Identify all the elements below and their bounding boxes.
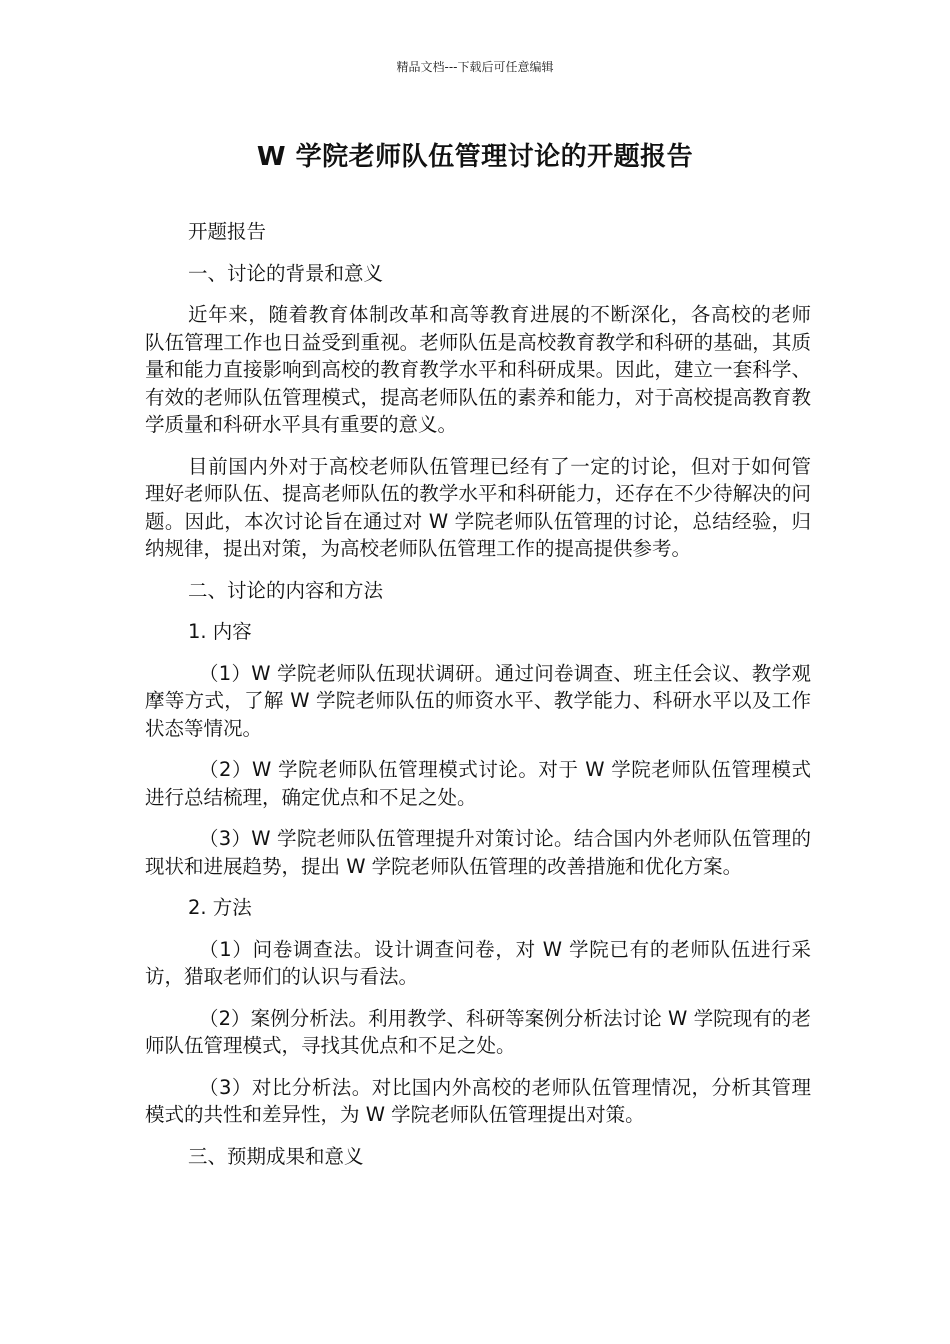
subsection-heading: 2. 方法 — [188, 896, 252, 919]
list-item: （2）案例分析法。利用教学、科研等案例分析法讨论 W 学院现有的老师队伍管理模式，寻找其优点和不足之处。 — [145, 1006, 811, 1057]
section-heading: 三、预期成果和意义 — [188, 1144, 364, 1168]
document-body — [145, 218, 811, 1184]
list-item: （3）W 学院老师队伍管理提升对策讨论。结合国内外老师队伍管理的现状和进展趋势，提出 W 学院老师队伍管理的改善措施和优化方案。 — [145, 827, 811, 878]
list-item: （1）问卷调查法。设计调查问卷，对 W 学院已有的老师队伍进行采访，猎取老师们的认识与看法。 — [145, 937, 811, 988]
section-heading: 一、讨论的背景和意义 — [188, 261, 384, 285]
list-item: （3）对比分析法。对比国内外高校的老师队伍管理情况，分析其管理模式的共性和差异性，为 W 学院老师队伍管理提出对策。 — [145, 1075, 811, 1126]
subsection-heading: 1. 内容 — [188, 620, 252, 643]
document-title: W 学院老师队伍管理讨论的开题报告 — [256, 142, 694, 172]
list-item: （2）W 学院老师队伍管理模式讨论。对于 W 学院老师队伍管理模式进行总结梳理，确定优点和不足之处。 — [145, 758, 811, 809]
section-label: 开题报告 — [188, 220, 267, 243]
list-item: （1）W 学院老师队伍现状调研。通过问卷调查、班主任会议、教学观摩等方式，了解 W 学院老师队伍的师资水平、教学能力、科研水平以及工作状态等情况。 — [145, 661, 811, 740]
body-paragraph: 近年来，随着教育体制改革和高等教育进展的不断深化，各高校的老师队伍管理工作也日益受到重视。老师队伍是高校教育教学和科研的基础，其质量和能力直接影响到高校的教育教学水平和科研成果。因此，建立一套科学、有效的老师队伍管理模式，提高老师队伍的素养和能力，对于高校提高教育教学质量和科研水平具有重要的意义。 — [145, 303, 811, 436]
section-heading: 二、讨论的内容和方法 — [188, 578, 384, 602]
page-header: 精品文档---下载后可任意编辑 — [396, 60, 554, 74]
body-paragraph: 目前国内外对于高校老师队伍管理已经有了一定的讨论，但对于如何管理好老师队伍、提高老师队伍的教学水平和科研能力，还存在不少待解决的问题。因此，本次讨论旨在通过对 W 学院老师队伍管理的讨论，总结经验，归纳规律，提出对策，为高校老师队伍管理工作的提高提供参考。 — [145, 454, 811, 560]
